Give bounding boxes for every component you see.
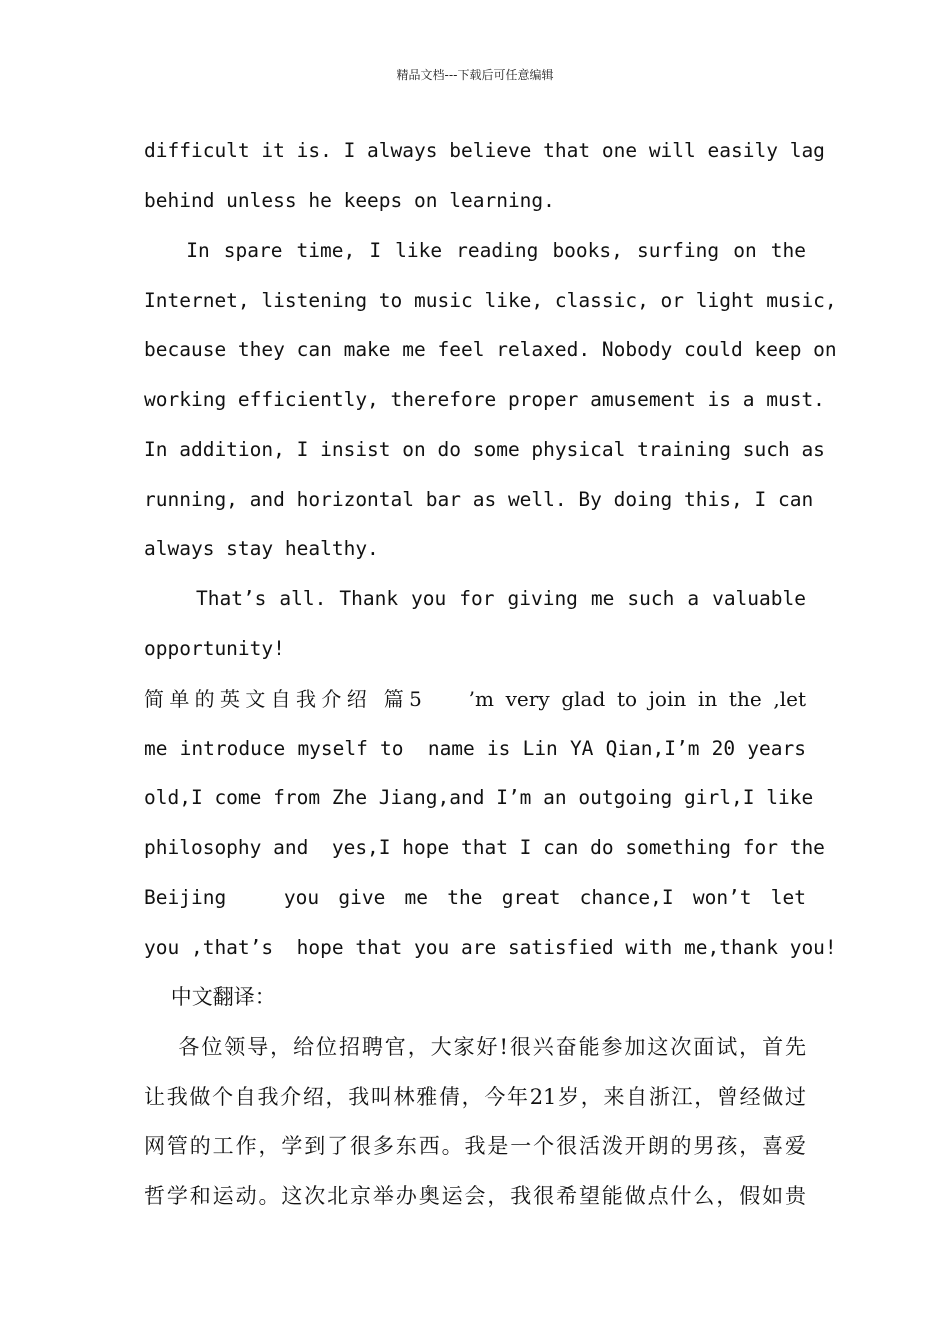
text-line: 各位领导，给位招聘官，大家好!很兴奋能参加这次面试，首先: [144, 1035, 806, 1059]
text-line: opportunity!: [144, 637, 285, 660]
text-line: running, and horizontal bar as well. By doing this, I can: [144, 488, 814, 511]
text-line: old,I come from Zhe Jiang,and I’m an outgoing girl,I like: [144, 786, 814, 809]
text-line: 中文翻译：: [144, 985, 276, 1009]
text-line: because they can make me feel relaxed. Nobody could keep on: [144, 338, 837, 361]
text-line: In spare time, I like reading books, surfing on the: [144, 239, 806, 262]
text-line: Beijing you give me the great chance,I won’t let: [144, 886, 806, 909]
page-header: 精品文档---下载后可任意编辑: [396, 68, 554, 82]
text-line: In addition, I insist on do some physical training such as: [144, 438, 825, 461]
text-line: me introduce myself to name is Lin YA Qian,I’m 20 years: [144, 737, 806, 760]
text-line: you ,that’s hope that you are satisfied with me,thank you!: [144, 936, 837, 959]
text-line: Internet, listening to music like, classic, or light music,: [144, 289, 837, 312]
text-line: behind unless he keeps on learning.: [144, 189, 555, 212]
text-line: 让我做个自我介绍，我叫林雅倩，今年21岁，来自浙江，曾经做过: [144, 1085, 806, 1109]
text-line: philosophy and yes,I hope that I can do something for the: [144, 836, 825, 859]
text-line: working efficiently, therefore proper amusement is a must.: [144, 388, 825, 411]
text-line: That’s all. Thank you for giving me such a valuable: [144, 587, 806, 610]
text-line: 网管的工作，学到了很多东西。我是一个很活泼开朗的男孩，喜爱: [144, 1134, 806, 1158]
section-heading-line: 简单的英文自我介绍 篇5 ’m very glad to join in the ,let: [144, 687, 806, 711]
text-line: difficult it is. I always believe that one will easily lag: [144, 139, 825, 162]
text-line: always stay healthy.: [144, 537, 379, 560]
text-line: 哲学和运动。这次北京举办奥运会，我很希望能做点什么，假如贵: [144, 1184, 806, 1208]
